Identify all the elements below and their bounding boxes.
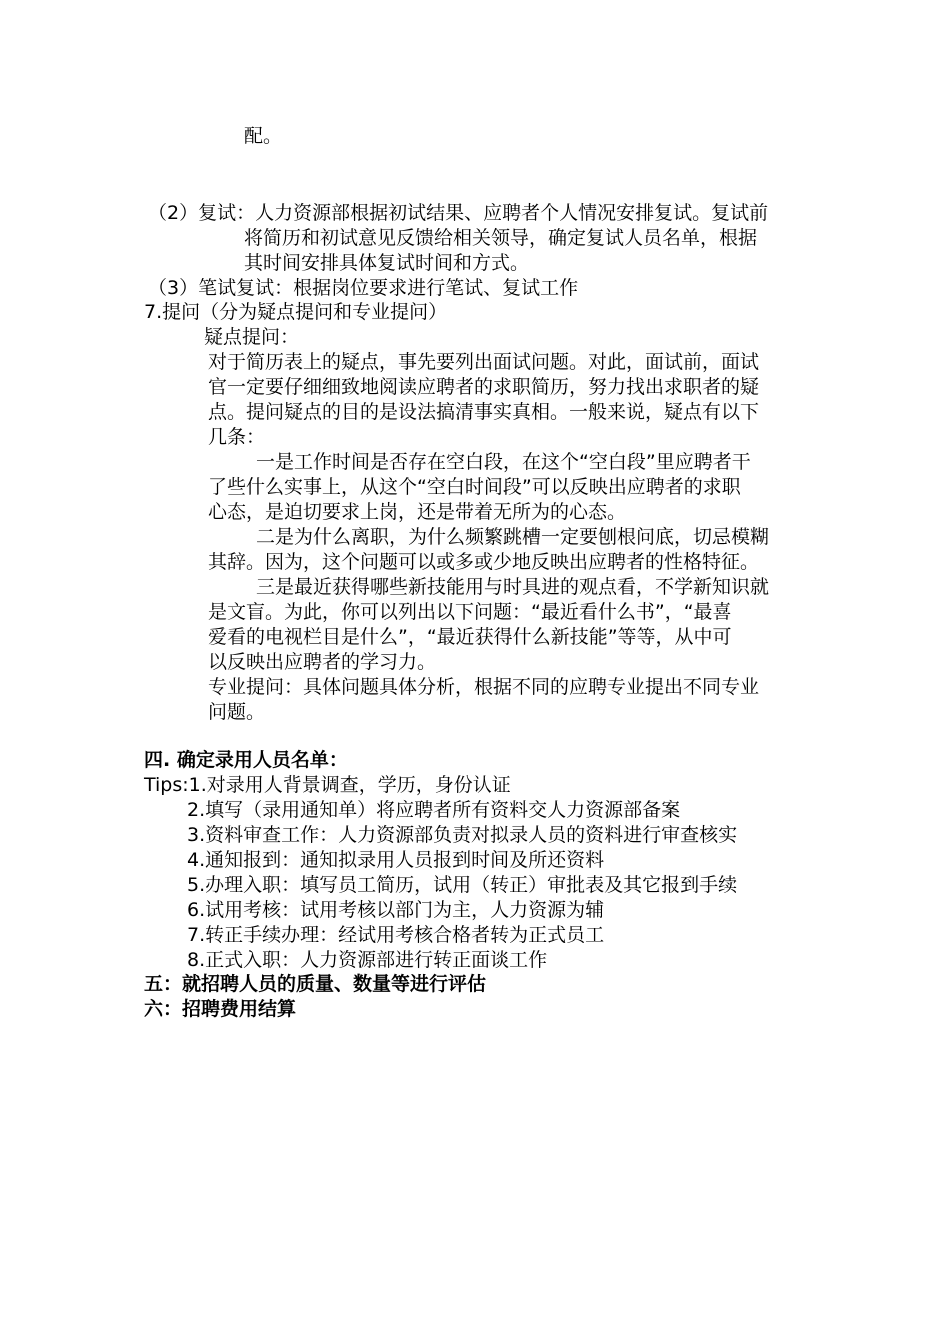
intro-line-2: 官一定要仔细细致地阅读应聘者的求职简历，努力找出求职者的疑: [208, 376, 760, 398]
retest-line-1: （2）复试：人力资源部根据初试结果、应聘者个人情况安排复试。复试前: [148, 202, 769, 224]
doubt-label: 疑点提问：: [204, 326, 300, 348]
retest-line-3: 其时间安排具体复试时间和方式。: [244, 252, 530, 274]
intro-line-4: 几条：: [208, 426, 266, 448]
intro-line-3: 点。提问疑点的目的是设法搞清事实真相。一般来说，疑点有以下: [208, 401, 760, 423]
retest-line-2: 将简历和初试意见反馈给相关领导，确定复试人员名单，根据: [244, 227, 758, 249]
intro-line-1: 对于简历表上的疑点，事先要列出面试问题。对此，面试前，面试: [208, 351, 760, 373]
point2-line-1: 二是为什么离职，为什么频繁跳槽一定要刨根问底，切忌模糊: [256, 526, 770, 548]
section5-heading: 五：就招聘人员的质量、数量等进行评估: [144, 973, 487, 995]
written-test-line: （3）笔试复试：根据岗位要求进行笔试、复试工作: [148, 277, 579, 299]
point3-line-3: 爱看的电视栏目是什么”，“最近获得什么新技能”等等，从中可: [208, 626, 732, 648]
tips-item-2: 2.填写（录用通知单）将应聘者所有资料交人力资源部备案: [187, 799, 681, 821]
point2-line-2: 其辞。因为，这个问题可以或多或少地反映出应聘者的性格特征。: [208, 551, 760, 573]
professional-line-1: 专业提问：具体问题具体分析，根据不同的应聘专业提出不同专业: [208, 676, 760, 698]
section4-heading: 四. 确定录用人员名单：: [144, 749, 348, 771]
q7-title: 7.提问（分为疑点提问和专业提问）: [144, 301, 448, 323]
section6-heading: 六：招聘费用结算: [144, 998, 297, 1020]
tips-item-7: 7.转正手续办理：经试用考核合格者转为正式员工: [187, 924, 605, 946]
tips-item-8: 8.正式入职：人力资源部进行转正面谈工作: [187, 949, 548, 971]
point1-line-1: 一是工作时间是否存在空白段，在这个“空白段”里应聘者干: [256, 451, 751, 473]
professional-line-2: 问题。: [208, 701, 266, 723]
point3-line-1: 三是最近获得哪些新技能用与时具进的观点看，不学新知识就: [256, 576, 770, 598]
point3-line-4: 以反映出应聘者的学习力。: [208, 651, 437, 673]
tips-item-6: 6.试用考核：试用考核以部门为主，人力资源为辅: [187, 899, 605, 921]
tips-item-1: Tips:1.对录用人背景调查，学历，身份认证: [144, 774, 511, 796]
point3-line-2: 是文盲。为此，你可以列出以下问题：“最近看什么书”，“最喜: [208, 601, 732, 623]
point1-line-3: 心态，是迫切要求上岗，还是带着无所为的心态。: [208, 501, 627, 523]
tips-item-3: 3.资料审查工作：人力资源部负责对拟录人员的资料进行审查核实: [187, 824, 738, 846]
tips-item-5: 5.办理入职：填写员工简历，试用（转正）审批表及其它报到手续: [187, 874, 738, 896]
tips-item-4: 4.通知报到：通知拟录用人员报到时间及所还资料: [187, 849, 605, 871]
top-fragment: 配。: [244, 125, 283, 147]
point1-line-2: 了些什么实事上，从这个“空白时间段”可以反映出应聘者的求职: [208, 476, 741, 498]
